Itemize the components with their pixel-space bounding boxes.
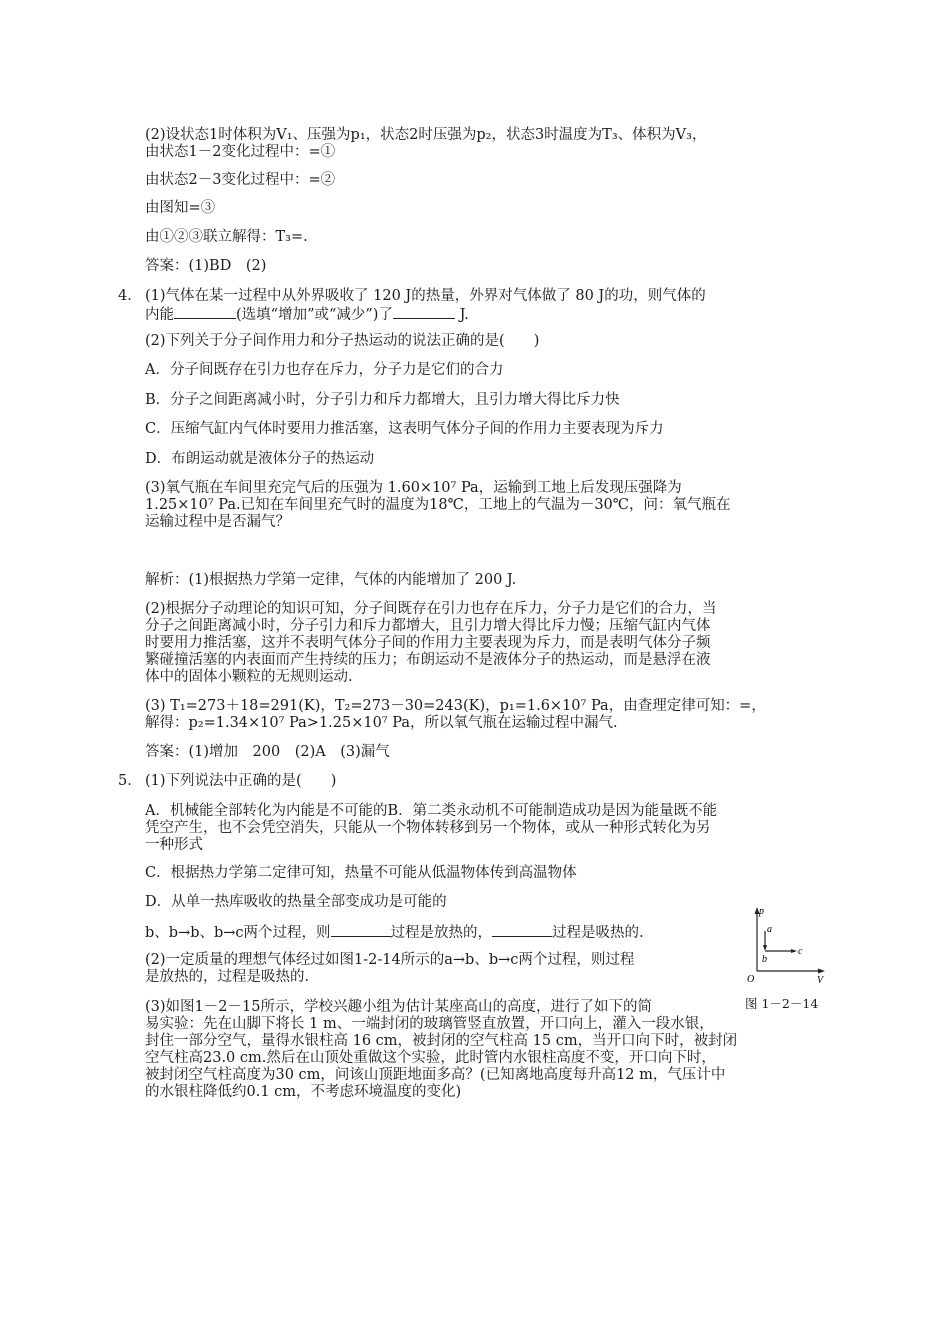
blank-1 <box>174 305 236 319</box>
q4-part3-line3: 运输过程中是否漏气？ <box>145 514 290 530</box>
axis-v-label: V <box>817 975 824 985</box>
q5-part2-line1: (2)一定质量的理想气体经过如图1-2-14所示的a→b、b→c两个过程，则过程 <box>145 952 635 968</box>
point-a-label: a <box>767 924 772 935</box>
point-b-label: b <box>762 954 767 965</box>
q3-line-2: 由状态1－2变化过程中：=① <box>145 144 336 160</box>
q4-part2: (2)下列关于分子间作用力和分子热运动的说法正确的是( ) <box>145 333 540 349</box>
figure-caption: 图 1－2－14 <box>745 996 819 1011</box>
origin-label: O <box>747 974 755 985</box>
q4-solution-2-line4: 繁碰撞活塞的内表面而产生持续的压力；布朗运动不是液体分子的热运动，而是悬浮在液 <box>145 652 711 668</box>
q5-part3-line2: 易实验：先在山脚下将长 1 m、一端封闭的玻璃管竖直放置，开口向上，灌入一段水银， <box>145 1016 714 1032</box>
q5-part3-line5: 被封闭空气柱高度为30 cm，问该山顶距地面多高？(已知离地高度每升高12 m，气压计中 <box>145 1067 726 1083</box>
q4-part3-line1: (3)氧气瓶在车间里充完气后的压强为 1.60×10⁷ Pa，运输到工地上后发现压强降为 <box>145 480 682 496</box>
q5-option-a-line2: 凭空产生，也不会凭空消失，只能从一个物体转移到另一个物体，或从一种形式转化为另 <box>145 820 711 836</box>
arrow-bc <box>791 949 797 953</box>
blank-3 <box>331 923 391 937</box>
q5-option-d: D．从单一热库吸收的热量全部变成功是可能的 <box>145 894 447 910</box>
q5-part1: (1)下列说法中正确的是( ) <box>145 773 337 789</box>
q4-solution-2-line3: 时要用力推活塞，这并不表明气体分子间的作用力主要表现为斥力，而是表明气体分子频 <box>145 635 711 651</box>
q4-solution-2-line2: 分子之间距离减小时，分子引力和斥力都增大，且引力增大得比斥力慢；压缩气缸内气体 <box>145 618 711 634</box>
q5-part3-line3: 封住一部分空气，量得水银柱高 16 cm，被封闭的空气柱高 15 cm，当开口向下时，被封闭 <box>145 1033 738 1049</box>
q4-answer: 答案：(1)增加 200 (2)A (3)漏气 <box>145 744 390 760</box>
q4-option-c: C．压缩气缸内气体时要用力推活塞，这表明气体分子间的作用力主要表现为斥力 <box>145 421 664 437</box>
arrow-ab <box>763 945 767 951</box>
q4-solution-2-line5: 体中的固体小颗粒的无规则运动. <box>145 669 353 685</box>
q4-solution-2-line1: (2)根据分子动理论的知识可知，分子间既存在引力也存在斥力，分子力是它们的合力，当 <box>145 601 717 617</box>
q5-fragment-line: b、b→b、b→c两个过程，则 过程是放热的， 过程是吸热的. <box>145 925 644 941</box>
q4-solution-3-line2: 解得：p₂=1.34×10⁷ Pa>1.25×10⁷ Pa，所以氧气瓶在运输过程中漏气. <box>145 715 618 731</box>
q5-part3-line1: (3)如图1－2－15所示，学校兴趣小组为估计某座高山的高度，进行了如下的简 <box>145 999 652 1015</box>
q4-part3-line2: 1.25×10⁷ Pa.已知在车间里充气时的温度为18℃，工地上的气温为－30℃，问：氧气瓶在 <box>145 497 731 513</box>
q5-option-a-line3: 一种形式 <box>145 837 203 853</box>
q4-solution-1: 解析：(1)根据热力学第一定律，气体的内能增加了 200 J. <box>145 572 517 588</box>
pv-diagram <box>745 905 830 985</box>
q4-part1-line2: 内能 (选填“增加”或“减少”)了 J. <box>145 307 469 323</box>
q3-line-4: 由图知=③ <box>145 200 216 216</box>
q4-option-b: B．分子之间距离减小时，分子引力和斥力都增大，且引力增大得比斥力快 <box>145 392 620 408</box>
q5-option-a-line1: A．机械能全部转化为内能是不可能的B．第二类永动机不可能制造成功是因为能量既不能 <box>145 803 718 819</box>
q4-part1-line1: (1)气体在某一过程中从外界吸收了 120 J的热量，外界对气体做了 80 J的功，则气体的 <box>145 288 706 304</box>
q3-answer: 答案：(1)BD (2) <box>145 258 267 274</box>
blank-2 <box>393 305 455 319</box>
q3-line-3: 由状态2－3变化过程中：=② <box>145 172 336 188</box>
blank-4 <box>492 923 552 937</box>
q5-part3-line6: 的水银柱降低约0.1 cm，不考虑环境温度的变化) <box>145 1084 462 1100</box>
q5-number: 5． <box>118 773 142 789</box>
point-c-label: c <box>798 946 803 957</box>
q3-line-1: (2)设状态1时体积为V₁、压强为p₁，状态2时压强为p₂，状态3时温度为T₃、体积为V₃， <box>145 127 707 143</box>
v-axis-arrow <box>818 969 825 974</box>
q5-part3-line4: 空气柱高23.0 cm.然后在山顶处重做这个实验，此时管内水银柱高度不变，开口向下时， <box>145 1050 716 1066</box>
q5-part2-line2: 是放热的，过程是吸热的. <box>145 969 310 985</box>
q4-number: 4． <box>118 288 142 304</box>
q3-line-5: 由①②③联立解得：T₃=. <box>145 229 308 245</box>
q4-option-d: D．布朗运动就是液体分子的热运动 <box>145 451 375 467</box>
q4-solution-3-line1: (3) T₁=273＋18=291(K)，T₂=273－30=243(K)，p₁=1.6×10⁷ Pa，由查理定律可知：=， <box>145 698 766 714</box>
axis-p-label: p <box>759 906 764 917</box>
q4-option-a: A．分子间既存在引力也存在斥力，分子力是它们的合力 <box>145 362 504 378</box>
q5-option-c: C．根据热力学第二定律可知，热量不可能从低温物体传到高温物体 <box>145 865 577 881</box>
